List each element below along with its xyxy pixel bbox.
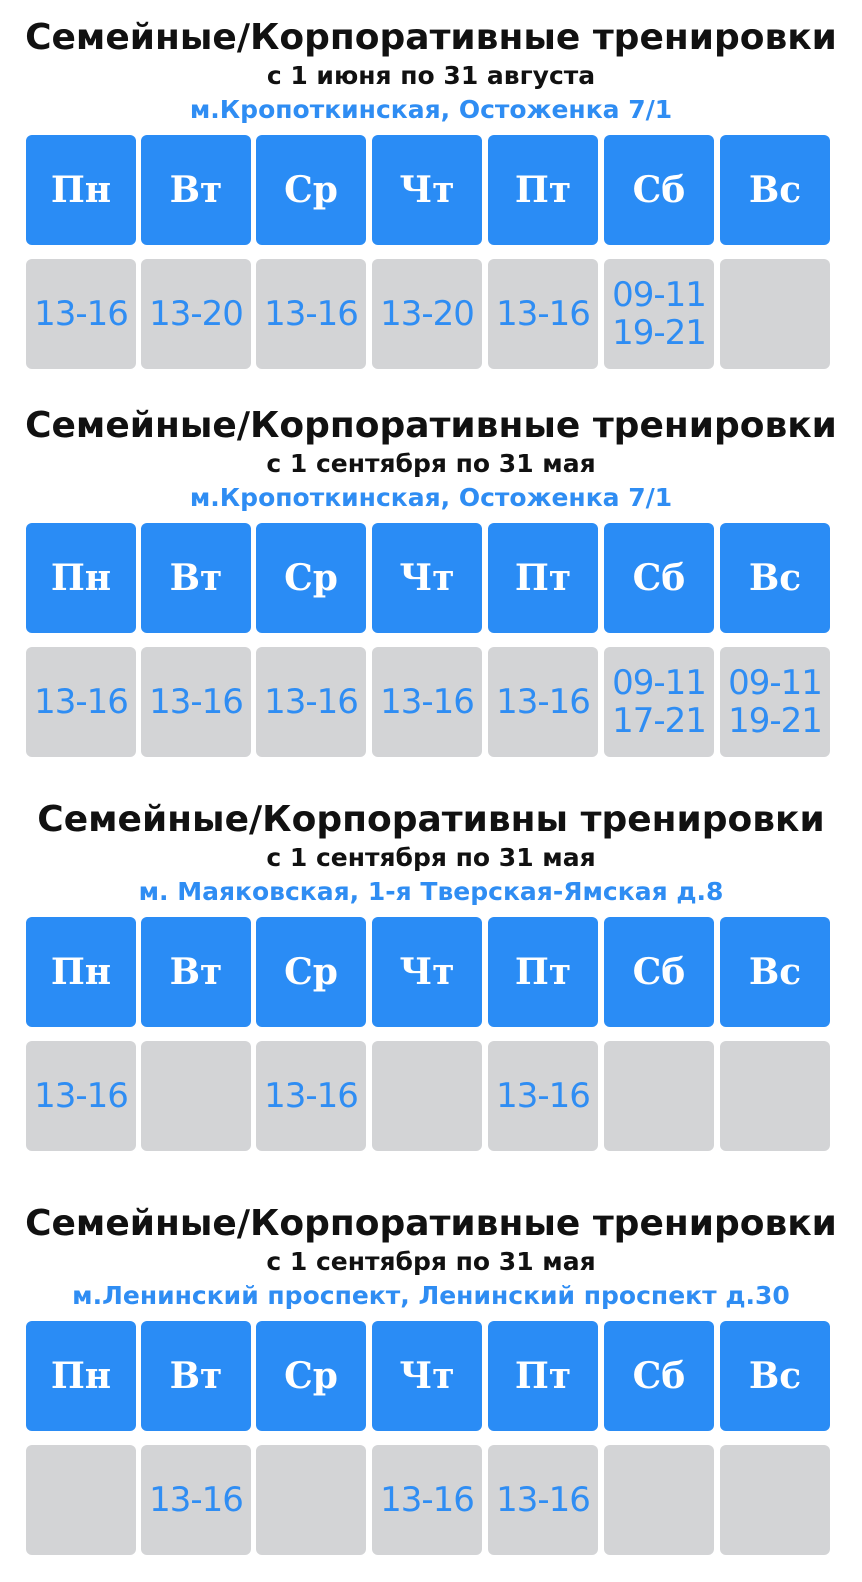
time-slot-cell [372,1445,482,1555]
time-slot-text: 13-16 [264,682,358,722]
day-cell: Пн [26,135,136,245]
time-slot-text: 17-21 [612,701,706,741]
day-cell: Сб [604,1321,714,1431]
time-slot-text: 09-11 [612,275,706,315]
day-cell: Вс [720,1321,830,1431]
time-slot-text: 19-21 [728,701,822,741]
day-cell: Ср [256,917,366,1027]
day-cell: Пт [488,917,598,1027]
schedule-section [0,782,862,1162]
time-slot-text: 13-16 [496,1076,590,1116]
time-slot-cell [256,1041,366,1151]
day-cell: Пт [488,523,598,633]
time-slot-cell [372,1041,482,1151]
time-slot-cell [256,1445,366,1555]
time-slot-cell [26,1041,136,1151]
time-slot-text: 13-16 [380,682,474,722]
section-period: с 1 сентября по 31 мая [266,843,596,872]
day-cell: Пт [488,135,598,245]
day-cell: Вс [720,523,830,633]
day-cell: Ср [256,135,366,245]
time-slot-cell [26,259,136,369]
time-slot-cell [720,647,830,757]
day-cell: Ср [256,1321,366,1431]
day-cell: Вт [141,917,251,1027]
time-slot-text: 13-16 [264,1076,358,1116]
time-slot-cell [488,1041,598,1151]
section-location: м.Кропоткинская, Остоженка 7/1 [189,95,673,124]
time-slot-cell [604,647,714,757]
time-slot-text: 13-16 [34,294,128,334]
time-slot-cell [256,259,366,369]
day-cell: Пн [26,917,136,1027]
time-slot-cell [488,647,598,757]
section-location: м. Маяковская, 1-я Тверская-Ямская д.8 [138,877,724,906]
day-cell: Сб [604,135,714,245]
time-slot-cell [26,1445,136,1555]
time-slot-cell [604,259,714,369]
time-slot-cell [141,1041,251,1151]
day-cell: Чт [372,523,482,633]
time-slot-cell [256,647,366,757]
time-slot-text: 13-16 [496,1480,590,1520]
time-slot-cell [488,259,598,369]
section-title: Семейные/Корпоративны тренировки [37,799,825,840]
time-slot-cell [26,647,136,757]
section-location: м.Ленинский проспект, Ленинский проспект д.30 [72,1281,790,1310]
time-slot-text: 13-16 [264,294,358,334]
day-cell: Вт [141,523,251,633]
time-slot-cell [604,1041,714,1151]
time-slot-text: 09-11 [728,663,822,703]
day-cell: Чт [372,1321,482,1431]
time-slot-text: 13-16 [149,682,243,722]
time-slot-text: 19-21 [612,313,706,353]
section-period: с 1 сентября по 31 мая [266,1247,596,1276]
time-slot-text: 13-16 [34,682,128,722]
time-slot-cell [720,1445,830,1555]
day-cell: Пт [488,1321,598,1431]
day-cell: Вс [720,135,830,245]
section-title: Семейные/Корпоративные тренировки [25,17,837,58]
schedule-section [0,388,862,768]
time-slot-text: 13-16 [380,1480,474,1520]
day-cell: Сб [604,523,714,633]
time-slot-cell [141,647,251,757]
day-cell: Ср [256,523,366,633]
time-slot-cell [488,1445,598,1555]
schedule-section [0,0,862,380]
day-cell: Сб [604,917,714,1027]
time-slot-text: 13-20 [380,294,474,334]
time-slot-cell [141,259,251,369]
day-cell: Вт [141,1321,251,1431]
time-slot-cell [720,259,830,369]
day-cell: Пн [26,523,136,633]
time-slot-text: 13-16 [496,294,590,334]
time-slot-text: 09-11 [612,663,706,703]
day-cell: Вт [141,135,251,245]
section-title: Семейные/Корпоративные тренировки [25,1203,837,1244]
time-slot-cell [141,1445,251,1555]
time-slot-text: 13-16 [149,1480,243,1520]
time-slot-cell [604,1445,714,1555]
section-period: с 1 сентября по 31 мая [266,449,596,478]
section-location: м.Кропоткинская, Остоженка 7/1 [189,483,673,512]
section-period: с 1 июня по 31 августа [266,61,596,90]
schedule-section [0,1186,862,1566]
day-cell: Чт [372,135,482,245]
time-slot-cell [720,1041,830,1151]
day-cell: Пн [26,1321,136,1431]
section-title: Семейные/Корпоративные тренировки [25,405,837,446]
time-slot-text: 13-16 [496,682,590,722]
day-cell: Вс [720,917,830,1027]
time-slot-text: 13-20 [149,294,243,334]
time-slot-cell [372,259,482,369]
day-cell: Чт [372,917,482,1027]
time-slot-text: 13-16 [34,1076,128,1116]
time-slot-cell [372,647,482,757]
